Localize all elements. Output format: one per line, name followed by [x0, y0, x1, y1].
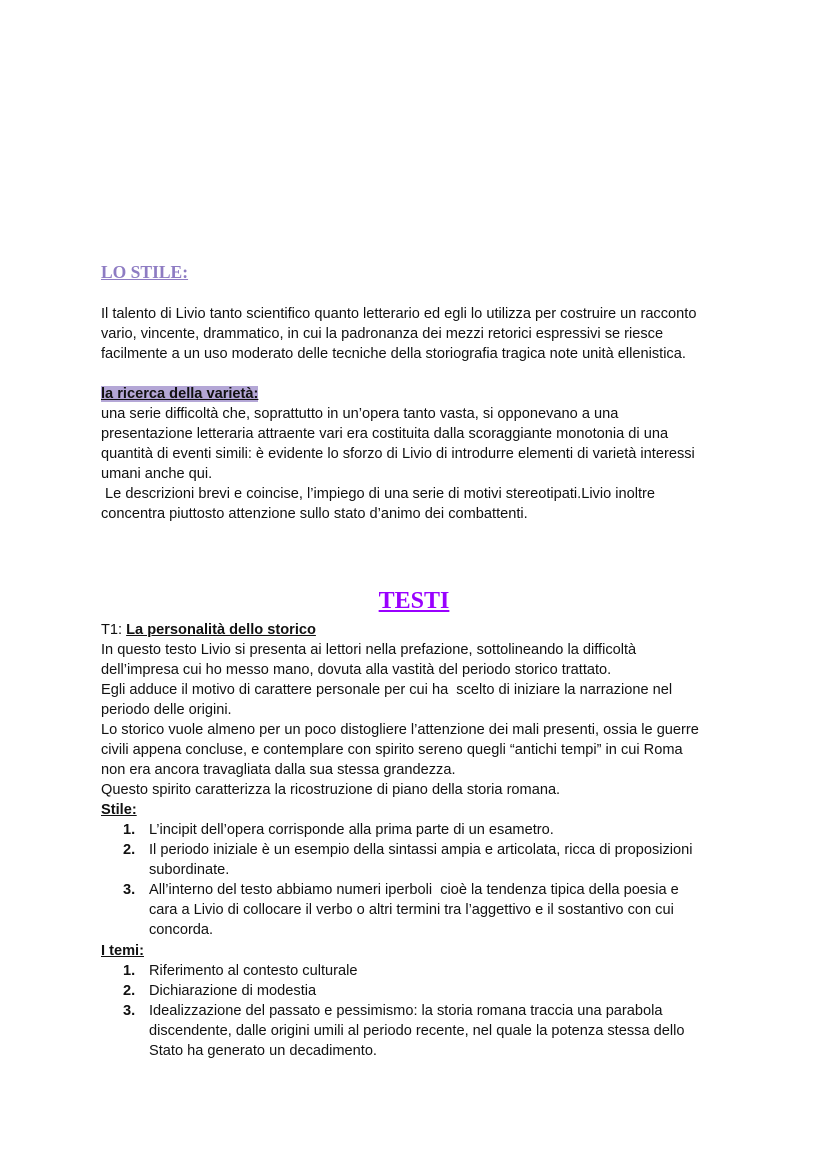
list-number: 1.	[123, 822, 136, 838]
list-text: Il periodo iniziale è un esempio della sintassi ampia e articolata, ricca di proposizioni	[149, 842, 693, 858]
paragraph-line: civili appena concluse, e contemplare con spirito sereno quegli “antichi tempi” in cui Roma	[101, 742, 683, 758]
list-number: 1.	[123, 963, 136, 979]
paragraph-line: In questo testo Livio si presenta ai lettori nella prefazione, sottolineando la difficoltà	[101, 642, 637, 658]
paragraph-line: Lo storico vuole almeno per un poco distogliere l’attenzione dei mali presenti, ossia le guerre	[101, 722, 699, 738]
list-number: 3.	[123, 882, 136, 898]
paragraph-line: Questo spirito caratterizza la ricostruzione di piano della storia romana.	[101, 782, 561, 798]
list-text: Riferimento al contesto culturale	[149, 963, 358, 979]
list-item	[123, 1001, 663, 1021]
text-title-line	[101, 620, 316, 640]
paragraph-line: vario, vincente, drammatico, in cui la padronanza dei mezzi retorici espressivi se riesce	[101, 326, 664, 342]
list-item	[123, 981, 316, 1001]
list-number: 2.	[123, 842, 136, 858]
paragraph-line: umani anche qui.	[101, 466, 213, 482]
subheading-varieta	[101, 384, 258, 404]
list-item	[123, 961, 357, 981]
list-number: 2.	[123, 983, 136, 999]
paragraph-line: non era ancora travagliata dalla sua stessa grandezza.	[101, 762, 456, 778]
list-text: All’interno del testo abbiamo numeri iperboli cioè la tendenza tipica della poesia e	[149, 882, 679, 898]
list-text-continued: cara a Livio di collocare il verbo o altri termini tra l’aggettivo e il sostantivo con cui	[149, 902, 674, 918]
list-text-continued: subordinate.	[149, 862, 230, 878]
paragraph-line: concentra piuttosto attenzione sullo stato d’animo dei combattenti.	[101, 506, 528, 522]
t1-prefix: T1:	[101, 622, 127, 638]
list-number: 3.	[123, 1003, 136, 1019]
highlighted-subheading: la ricerca della varietà:	[101, 386, 259, 402]
t1-title: La personalità dello storico	[126, 622, 316, 638]
testi-title: TESTI	[378, 588, 450, 614]
paragraph-line: Le descrizioni brevi e coincise, l’impiego di una serie di motivi stereotipati.Livio inoltre	[101, 486, 656, 502]
temi-label: I temi:	[101, 943, 144, 959]
list-text-continued: discendente, dalle origini umili al periodo recente, nel quale la potenza stessa dello	[149, 1023, 685, 1039]
list-item	[123, 880, 679, 900]
paragraph-line: presentazione letteraria attraente vari era costituita dalla scoraggiante monotonia di una	[101, 426, 669, 442]
list-text-continued: concorda.	[149, 922, 214, 938]
section-heading-lo-stile: LO STILE:	[101, 262, 189, 282]
paragraph-line: facilmente a un uso moderato delle tecniche della storiografia tragica note unità ellenistica.	[101, 346, 686, 362]
list-text: Dichiarazione di modestia	[149, 983, 317, 999]
paragraph-line: quantità di eventi simili: è evidente lo sforzo di Livio di introdurre elementi di varietà interessi	[101, 446, 695, 462]
section-heading-testi	[0, 588, 828, 615]
list-item	[123, 820, 554, 840]
paragraph-line: Il talento di Livio tanto scientifico quanto letterario ed egli lo utilizza per costruire un racconto	[101, 306, 697, 322]
paragraph-line: dell’impresa cui ho messo mano, dovuta alla vastità del periodo storico trattato.	[101, 662, 612, 678]
list-text-continued: Stato ha generato un decadimento.	[149, 1043, 377, 1059]
paragraph-line: periodo delle origini.	[101, 702, 232, 718]
paragraph-line: Egli adduce il motivo di carattere personale per cui ha scelto di iniziare la narrazione nel	[101, 682, 673, 698]
paragraph-line: una serie difficoltà che, soprattutto in un’opera tanto vasta, si opponevano a una	[101, 406, 619, 422]
list-item	[123, 840, 693, 860]
list-text: L’incipit dell’opera corrisponde alla prima parte di un esametro.	[149, 822, 554, 838]
list-text: Idealizzazione del passato e pessimismo: la storia romana traccia una parabola	[149, 1003, 663, 1019]
stile-label: Stile:	[101, 802, 137, 818]
